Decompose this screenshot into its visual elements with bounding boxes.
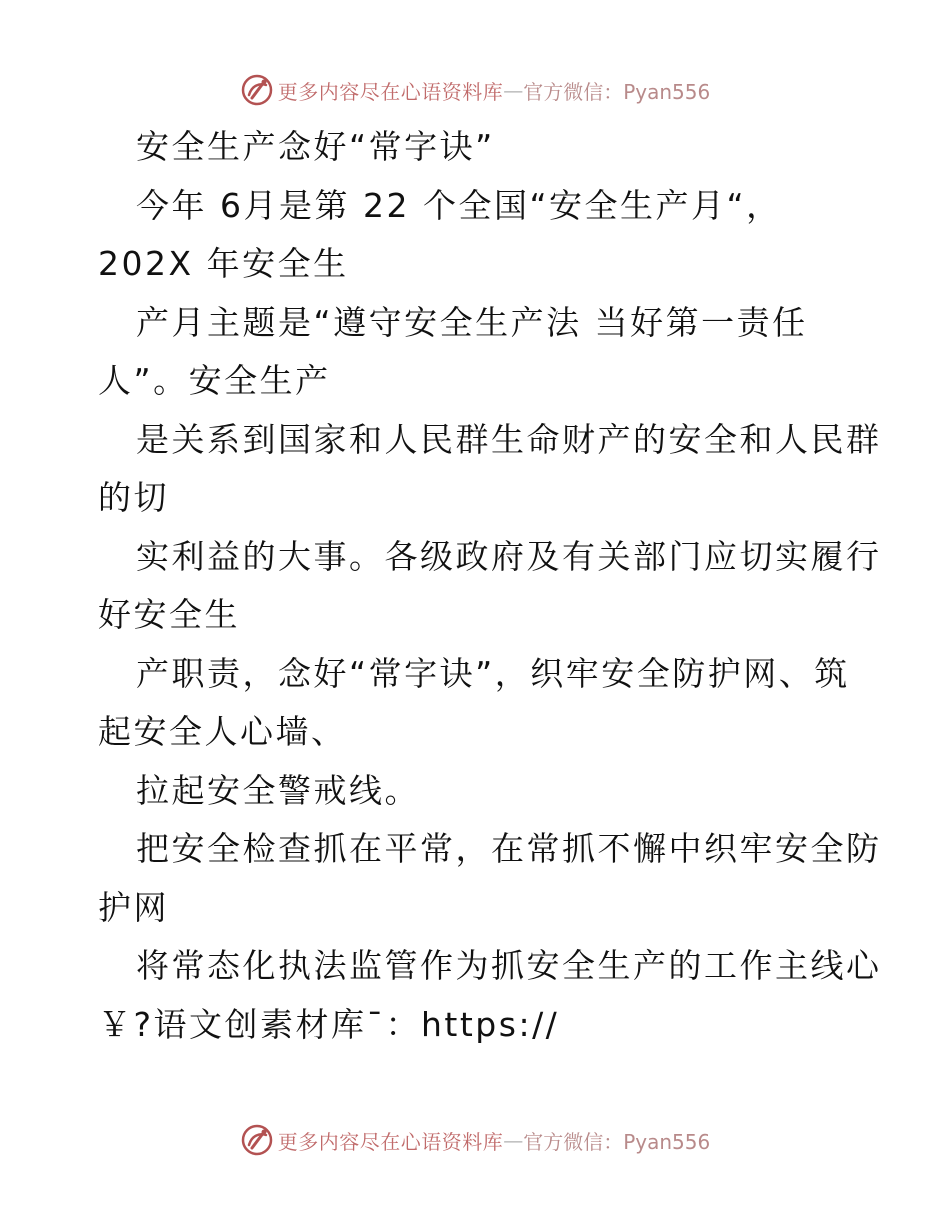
paragraph-line: 起安全人心墙、 — [98, 712, 347, 751]
header-wechat-text: 官方微信：Pyan556 — [523, 79, 711, 104]
paragraph-line: 今年 6月是第 22 个全国“安全生产月“， — [136, 185, 782, 225]
paragraph-line: 产月主题是“遵守安全生产法 当好第一责任 — [136, 302, 808, 342]
footer-separator: — — [503, 1128, 524, 1152]
footer-wechat-text: 官方微信：Pyan556 — [523, 1129, 711, 1154]
footer-banner — [0, 1120, 950, 1160]
seal-logo-icon — [240, 73, 274, 107]
paragraph-line: 是关系到国家和人民群生命财产的安全和人民群 — [136, 419, 882, 459]
paragraph-line: 实利益的大事。各级政府及有关部门应切实履行 — [136, 536, 882, 576]
paragraph-line: 人”。安全生产 — [98, 361, 331, 400]
paragraph-line: 202X 年安全生 — [98, 244, 349, 283]
paragraph-line: 护网 — [98, 887, 169, 927]
document-body — [98, 118, 882, 1054]
paragraph-line: 好安全生 — [98, 595, 240, 634]
document-title: 安全生产念好“常字诀” — [136, 127, 495, 166]
header-banner — [0, 70, 950, 110]
paragraph-line: ￥?语文创素材库¯：https:// — [98, 1004, 560, 1044]
paragraph-line: 产职责，念好“常字诀”，织牢安全防护网、筑 — [136, 653, 850, 693]
paragraph-line: 拉起安全警戒线。 — [136, 770, 420, 810]
seal-logo-icon — [240, 1123, 274, 1157]
header-separator: — — [503, 78, 524, 102]
paragraph-line: 将常态化执法监管作为抓安全生产的工作主线心 — [136, 946, 882, 985]
paragraph-line: 把安全检查抓在平常，在常抓不懈中织牢安全防 — [136, 829, 882, 868]
footer-site-text: 更多内容尽在心语资料库 — [277, 1129, 504, 1154]
header-site-text: 更多内容尽在心语资料库 — [277, 79, 504, 104]
paragraph-line: 的切 — [98, 478, 169, 517]
